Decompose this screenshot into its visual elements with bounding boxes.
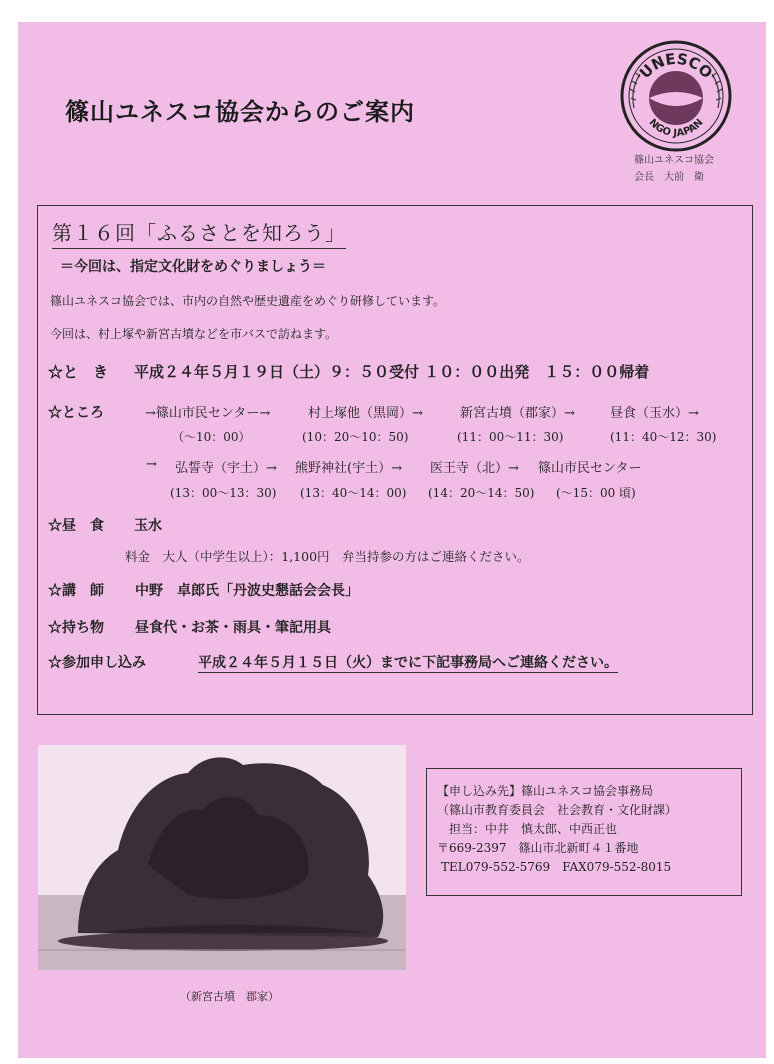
contact-line: （篠山市教育委員会 社会教育・文化財課） bbox=[437, 803, 678, 817]
route-stop: →篠山市民センター→ bbox=[145, 406, 271, 421]
svg-text:NGO JAPAN: NGO JAPAN bbox=[646, 117, 706, 140]
event-intro-2: 今回は、村上塚や新宮古墳などを市バスで訪ねます。 bbox=[50, 327, 338, 341]
where-label: ☆ところ bbox=[48, 405, 104, 421]
contact-line: 担当：中井 慎太郎、中西正也 bbox=[449, 822, 618, 836]
route-time: (13：00～13：30) bbox=[170, 486, 277, 500]
route-time: (14：20～14：50) bbox=[428, 486, 535, 500]
apply-value: 平成２４年５月１５日（火）までに下記事務局へご連絡ください。 bbox=[198, 652, 618, 673]
route-time: (11：00～11：30) bbox=[457, 430, 564, 444]
lunch-fee: 料金 大人（中学生以上）：1,100円 弁当持参の方はご連絡ください。 bbox=[125, 549, 530, 564]
route-stop: 新宮古墳（郡家）→ bbox=[460, 406, 575, 421]
route-stop: 村上塚他（黒岡）→ bbox=[308, 406, 423, 421]
items-value: 昼食代・お茶・雨具・筆記用具 bbox=[135, 620, 331, 636]
route-time: (10：20～10：50) bbox=[302, 430, 409, 444]
kofun-photo bbox=[38, 745, 406, 970]
route-stop: 昼食（玉水）→ bbox=[610, 406, 699, 421]
unesco-logo bbox=[618, 38, 734, 154]
contact-line: 〒669-2397 篠山市北新町４１番地 bbox=[437, 841, 639, 855]
contact-line: 【申し込み先】篠山ユネスコ協会事務局 bbox=[437, 784, 654, 798]
photo-caption: （新宮古墳 郡家） bbox=[180, 990, 279, 1003]
page-title: 篠山ユネスコ協会からのご案内 bbox=[65, 98, 415, 126]
lunch-label: ☆昼 食 bbox=[48, 518, 104, 534]
contact-line: TEL079-552-5769 FAX079-552-8015 bbox=[441, 860, 672, 874]
route-stop: 篠山市民センター bbox=[538, 461, 642, 476]
route-stop: 医王寺（北）→ bbox=[430, 461, 519, 476]
svg-text:UNESCO: UNESCO bbox=[635, 49, 717, 83]
lecturer-value: 中野 卓郎氏「丹波史懇話会会長」 bbox=[135, 583, 359, 599]
route-time: (～15：00 頃) bbox=[556, 486, 636, 500]
route-time: (11：40～12：30) bbox=[610, 430, 717, 444]
route-time: (13：40～14：00) bbox=[300, 486, 407, 500]
route-time: （～10：00） bbox=[172, 430, 251, 444]
event-subtitle: ＝今回は、指定文化財をめぐりましょう＝ bbox=[60, 259, 326, 275]
items-label: ☆持ち物 bbox=[48, 620, 104, 636]
when-label: ☆と き bbox=[48, 363, 109, 381]
lunch-value: 玉水 bbox=[134, 518, 162, 534]
event-intro-1: 篠山ユネスコ協会では、市内の自然や歴史遺産をめぐり研修しています。 bbox=[50, 294, 446, 308]
event-title: 第１６回「ふるさとを知ろう」 bbox=[52, 217, 346, 249]
route-stop: 熊野神社(宇土）→ bbox=[295, 461, 402, 476]
org-signature bbox=[634, 152, 714, 186]
apply-label: ☆参加申し込み bbox=[48, 655, 146, 671]
org-name: 篠山ユネスコ協会 bbox=[634, 155, 714, 166]
route-stop: 弘誓寺（宇土）→ bbox=[175, 461, 277, 476]
route-arrow: → bbox=[146, 457, 157, 472]
when-value: 平成２４年５月１９日（土）９：５０受付 １０：００出発 １５：００帰着 bbox=[134, 363, 650, 381]
contact-box bbox=[426, 768, 742, 896]
lecturer-label: ☆講 師 bbox=[48, 583, 104, 599]
org-president: 会長 大前 衛 bbox=[634, 172, 704, 183]
